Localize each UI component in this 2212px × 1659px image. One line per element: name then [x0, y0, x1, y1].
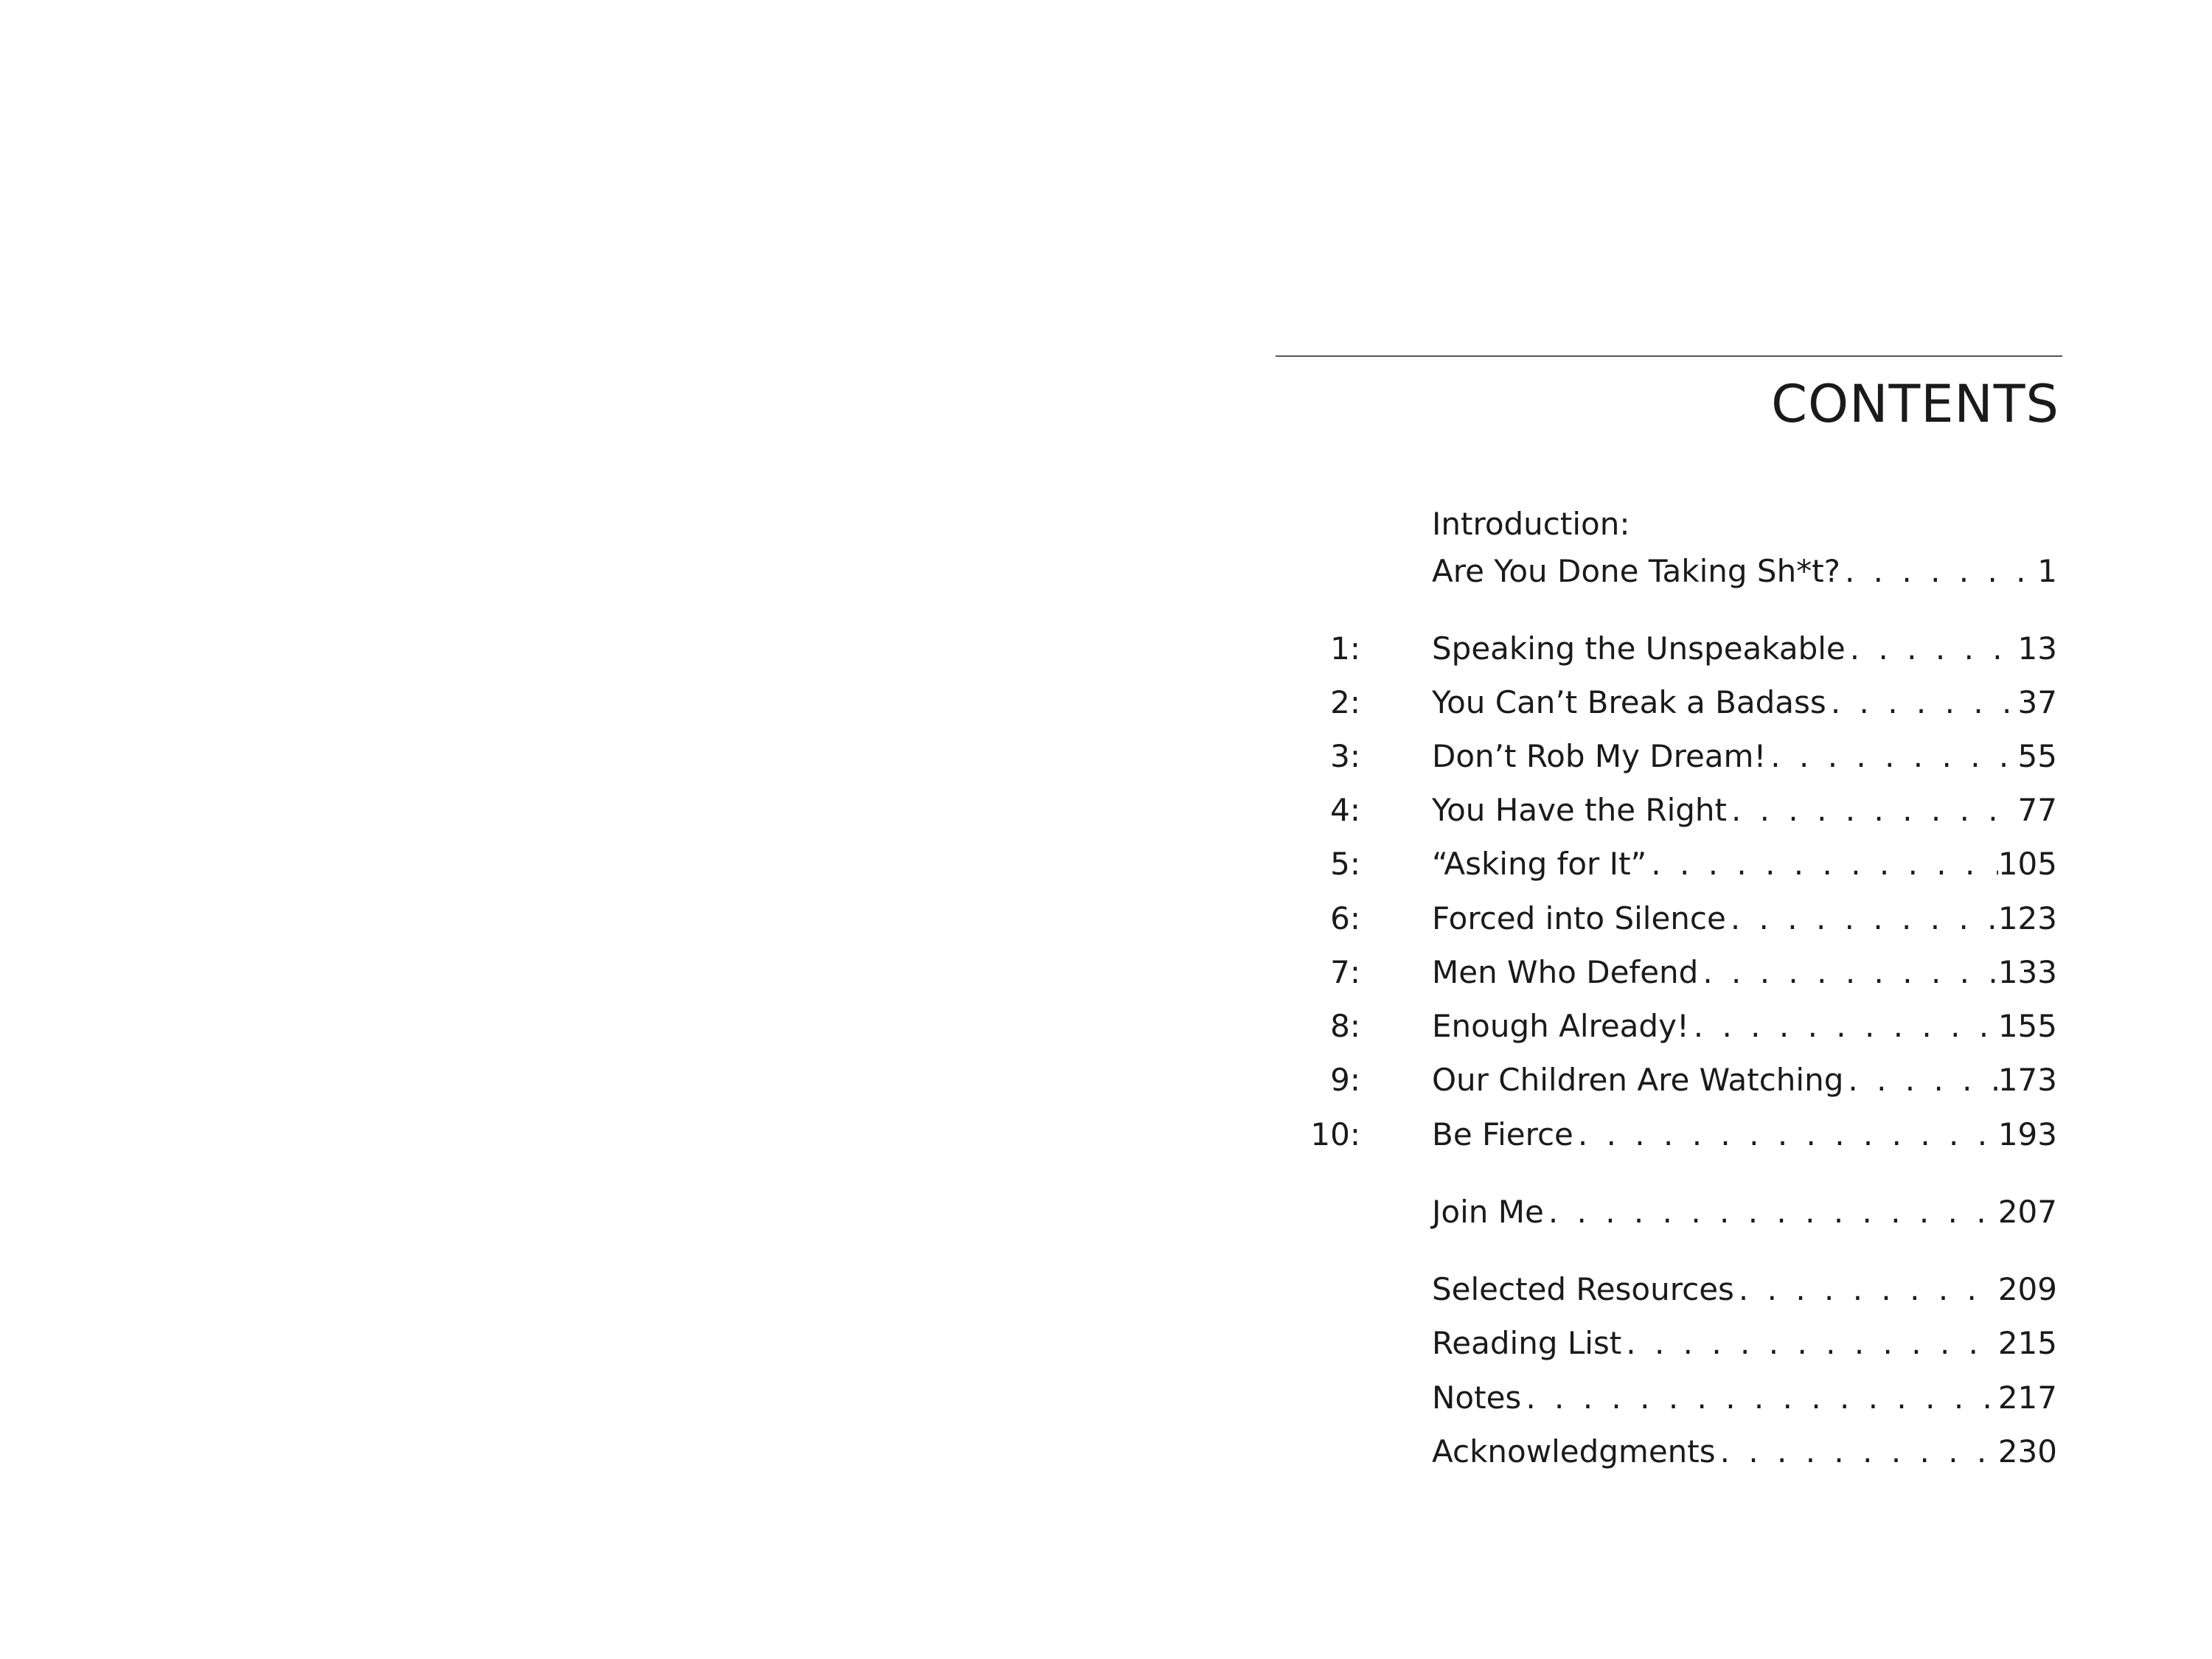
toc-entry-chapter-1 — [1330, 627, 2057, 671]
toc-entry-page: 155 — [1997, 1008, 2057, 1044]
toc-entry-page: 13 — [2017, 630, 2057, 667]
toc-entry-reading-list — [1371, 1321, 2057, 1366]
chapter-number: 9: — [1330, 1062, 1360, 1098]
toc-entry-title: Be Fierce — [1432, 1116, 1573, 1152]
toc-entry-page: 133 — [1997, 954, 2057, 990]
toc-entry-title: You Can’t Break a Badass — [1432, 684, 1826, 720]
chapter-number: 2: — [1330, 684, 1360, 720]
dot-leader — [1726, 897, 1998, 941]
toc-entry-chapter-3 — [1330, 734, 2057, 779]
toc-entry-notes — [1371, 1376, 2057, 1420]
toc-entry-chapter-4 — [1330, 788, 2057, 832]
toc-entry-chapter-8 — [1330, 1004, 2057, 1048]
toc-entry-page: 173 — [1997, 1062, 2057, 1098]
dot-leader — [1840, 549, 2037, 594]
dot-leader — [1698, 950, 1998, 995]
toc-entry-page: 209 — [1997, 1271, 2057, 1307]
toc-entry-title: Acknowledgments — [1432, 1433, 1716, 1470]
toc-entry-title: You Have the Right — [1432, 792, 1727, 828]
chapter-number: 1: — [1330, 630, 1360, 667]
toc-entry-page: 77 — [2017, 792, 2057, 828]
toc-entry-introduction — [1371, 549, 2057, 594]
toc-entry-selected-resources — [1371, 1267, 2057, 1312]
dot-leader — [1689, 1004, 1998, 1048]
toc-entry-page: 123 — [1997, 900, 2057, 936]
toc-entry-page: 55 — [2017, 738, 2057, 774]
toc-entry-title: Join Me — [1432, 1194, 1544, 1230]
toc-entry-join-me — [1371, 1190, 2057, 1234]
toc-entry-title: Our Children Are Watching — [1432, 1062, 1844, 1098]
toc-intro-label-line — [1371, 502, 2057, 546]
toc-entry-chapter-9 — [1330, 1058, 2057, 1102]
toc-entry-title: Selected Resources — [1432, 1271, 1734, 1307]
toc-entry-page: 1 — [2037, 553, 2057, 589]
toc-entry-chapter-6 — [1330, 897, 2057, 941]
toc-entry-title: “Asking for It” — [1432, 846, 1647, 882]
toc-entry-chapter-10 — [1310, 1113, 2057, 1157]
toc-entry-page: 217 — [1997, 1380, 2057, 1416]
toc-entry-page: 105 — [1997, 846, 2057, 882]
chapter-number: 3: — [1330, 738, 1360, 774]
toc-entry-title: Forced into Silence — [1432, 900, 1726, 936]
dot-leader — [1846, 627, 2018, 671]
toc-entry-page: 207 — [1997, 1194, 2057, 1230]
toc-entry-page: 230 — [1997, 1433, 2057, 1470]
toc-entry-title: Enough Already! — [1432, 1008, 1689, 1044]
toc-entry-chapter-2 — [1330, 681, 2057, 725]
toc-entry-page: 215 — [1997, 1325, 2057, 1361]
dot-leader — [1521, 1376, 1998, 1420]
toc-entry-title: Men Who Defend — [1432, 954, 1699, 990]
toc-entry-page: 37 — [2017, 684, 2057, 720]
chapter-number: 10: — [1310, 1116, 1360, 1152]
toc-intro-label: Introduction: — [1432, 506, 1630, 542]
toc-entry-title: Reading List — [1432, 1325, 1622, 1361]
contents-heading: CONTENTS — [1771, 374, 2059, 434]
toc-entry-title: Speaking the Unspeakable — [1432, 630, 1846, 667]
dot-leader — [1544, 1190, 1998, 1234]
dot-leader — [1766, 734, 2017, 779]
dot-leader — [1826, 681, 2018, 725]
dot-leader — [1727, 788, 2018, 832]
dot-leader — [1573, 1113, 1998, 1157]
toc-entry-page: 193 — [1997, 1116, 2057, 1152]
toc-entry-chapter-5 — [1330, 842, 2057, 886]
dot-leader — [1716, 1430, 1998, 1474]
toc-entry-title: Are You Done Taking Sh*t? — [1432, 553, 1840, 589]
dot-leader — [1621, 1321, 1998, 1366]
chapter-number: 8: — [1330, 1008, 1360, 1044]
chapter-number: 5: — [1330, 846, 1360, 882]
toc-entry-acknowledgments — [1371, 1430, 2057, 1474]
toc-entry-title: Notes — [1432, 1380, 1522, 1416]
chapter-number: 6: — [1330, 900, 1360, 936]
table-of-contents — [1310, 0, 2057, 1659]
chapter-number: 4: — [1330, 792, 1360, 828]
dot-leader — [1646, 842, 1998, 886]
dot-leader — [1843, 1058, 1997, 1102]
toc-entry-title: Don’t Rob My Dream! — [1432, 738, 1767, 774]
dot-leader — [1734, 1267, 1998, 1312]
toc-entry-chapter-7 — [1330, 950, 2057, 995]
chapter-number: 7: — [1330, 954, 1360, 990]
